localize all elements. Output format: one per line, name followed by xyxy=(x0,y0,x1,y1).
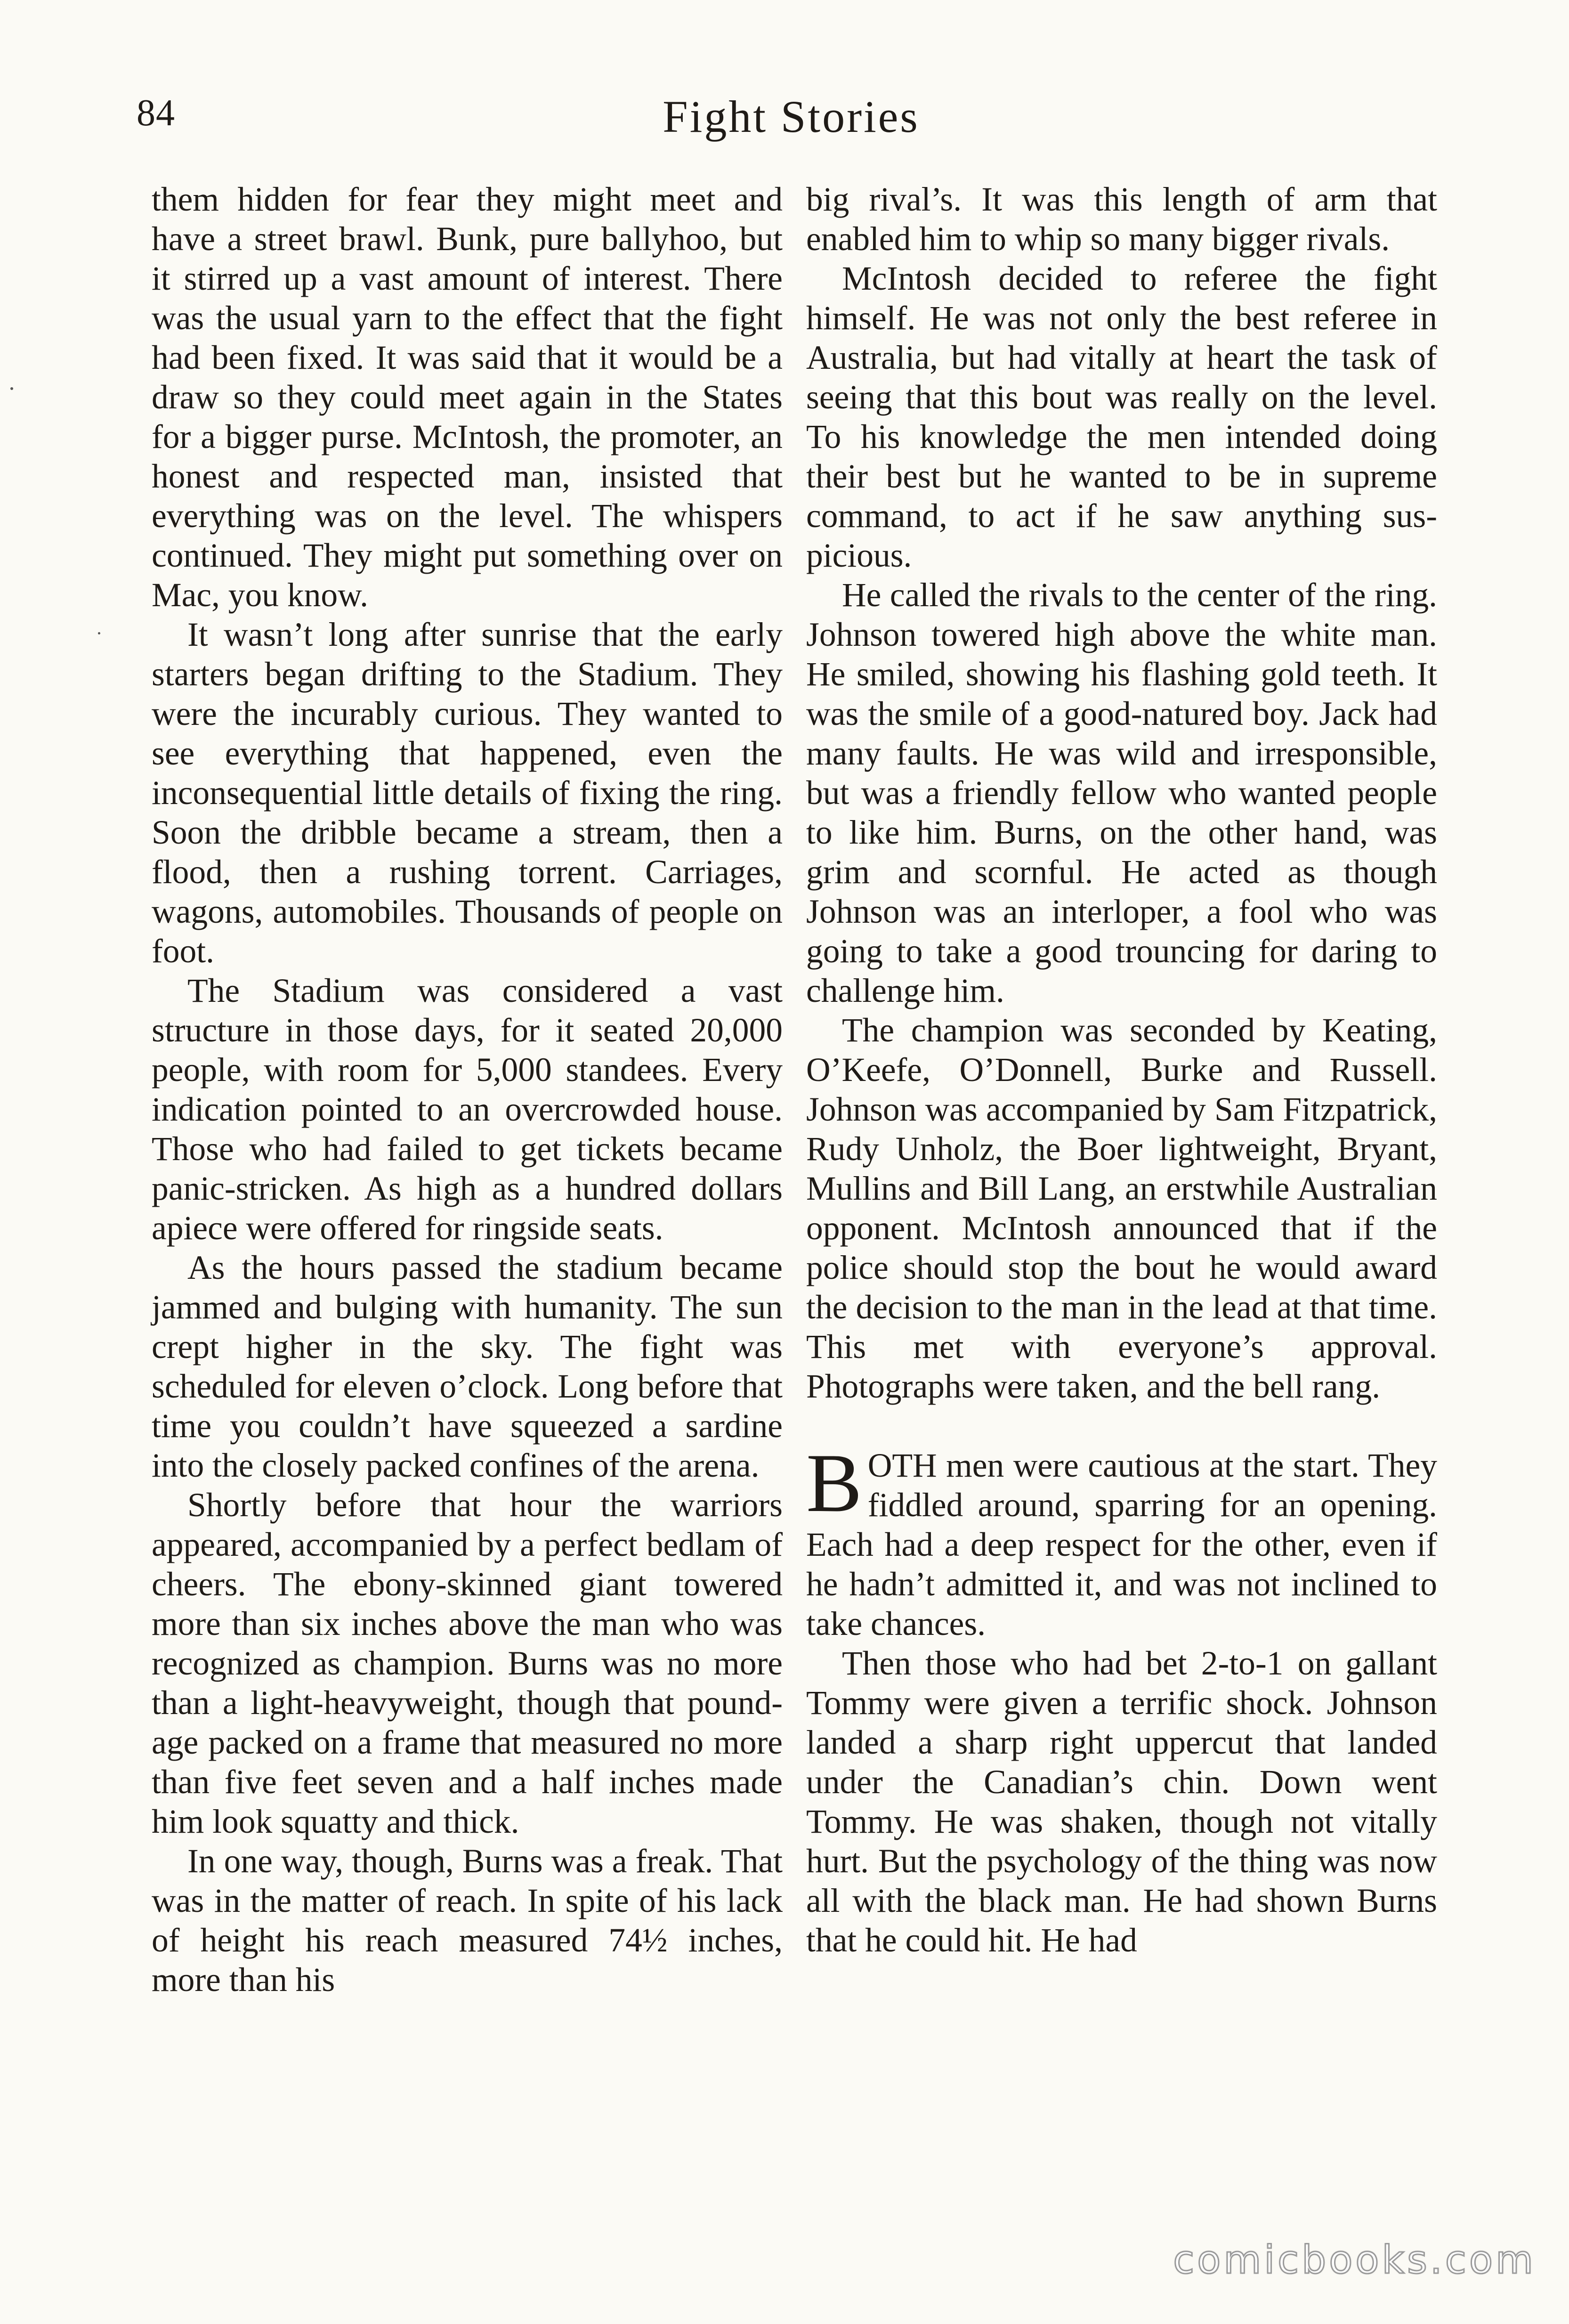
left-column xyxy=(152,180,783,2000)
page-number: 84 xyxy=(137,92,175,134)
section-opening-text: OTH men were cautious at the start. They fiddled around, sparring for an opening. Each had a deep respect for the other, even if he hadn’t admitted it, and was not inclined to take chances. xyxy=(806,1447,1437,1642)
paragraph: Then those who had bet 2-to-1 on gallant Tommy were given a terrific shock. Johnson landed a sharp right uppercut that landed under the Canadian’s chin. Down went Tommy. He was shaken, though not vitally hurt. But the psychology of the thing was now all with the black man. He had shown Burns that he could hit. He had xyxy=(806,1645,1437,1959)
watermark: comicbooks.com xyxy=(1173,2238,1536,2283)
paragraph: The champion was seconded by Keating, O’Keefe, O’Donnell, Burke and Russell. Johnson was accompanied by Sam Fitzpatrick, Rudy Unholz, the Boer lightweight, Bryant, Mullins and Bill Lang, an erstwhile Australian opponent. McIntosh announced that if the police should stop the bout he would award the decision to the man in the lead at that time. This met with everyone’s approval. Photographs were taken, and the bell rang. xyxy=(806,1012,1437,1405)
scan-speck xyxy=(98,632,100,634)
paragraph: As the hours passed the stadium became jammed and bulging with humanity. The sun crept higher in the sky. The fight was scheduled for eleven o’clock. Long before that time you couldn’t have squeezed a sardine into the closely packed confines of the arena. xyxy=(152,1249,783,1484)
scan-speck xyxy=(10,387,13,390)
paragraph: The Stadium was considered a vast structure in those days, for it seated 20,000 people, with room for 5,000 standees. Every indication pointed to an overcrowded house. Those who had failed to get tickets became panic-stricken. As high as a hundred dollars apiece were offered for ringside seats. xyxy=(152,972,783,1247)
right-column xyxy=(806,180,1437,1960)
paragraph: them hidden for fear they might meet and have a street brawl. Bunk, pure ballyhoo, but it stirred up a vast amount of interest. There was the usual yarn to the effect that the fight had been fixed. It was said that it would be a draw so they could meet again in the States for a bigger purse. McIntosh, the promoter, an honest and respected man, insisted that everything was on the level. The whispers continued. They might put something over on Mac, you know. xyxy=(152,181,783,614)
paragraph: big rival’s. It was this length of arm that enabled him to whip so many bigger rivals. xyxy=(806,181,1437,258)
paragraph: Shortly before that hour the warriors appeared, accompanied by a perfect bedlam of cheers. The ebony-skinned giant towered more than six inches above the man who was recognized as champion. Burns was no more than a light-heavyweight, though that poundage packed on a frame that measured no more than five feet seven and a half inches made him look squatty and thick. xyxy=(152,1487,783,1840)
drop-cap: B xyxy=(806,1436,862,1529)
paragraph: McIntosh decided to referee the fight himself. He was not only the best referee in Australia, but had vitally at heart the task of seeing that this bout was really on the level. To his knowledge the men intended doing their best but he wanted to be in supreme command, to act if he saw anything suspicious. xyxy=(806,260,1437,574)
section-opening-paragraph xyxy=(806,1436,1437,1644)
running-title: Fight Stories xyxy=(663,91,920,142)
paragraph: It wasn’t long after sunrise that the early starters began drifting to the Stadium. They were the incurably curious. They wanted to see everything that happened, even the inconsequential little details of fixing the ring. Soon the dribble became a stream, then a flood, then a rushing torrent. Carriages, wagons, automobiles. Thousands of people on foot. xyxy=(152,616,783,970)
paragraph: In one way, though, Burns was a freak. That was in the matter of reach. In spite of his lack of height his reach measured 74½ inches, more than his xyxy=(152,1843,783,1999)
paragraph: He called the rivals to the center of the ring. Johnson towered high above the white man. He smiled, showing his flashing gold teeth. It was the smile of a good-natured boy. Jack had many faults. He was wild and irresponsible, but was a friendly fellow who wanted people to like him. Burns, on the other hand, was grim and scornful. He acted as though Johnson was an interloper, a fool who was going to take a good trouncing for daring to challenge him. xyxy=(806,577,1437,1009)
